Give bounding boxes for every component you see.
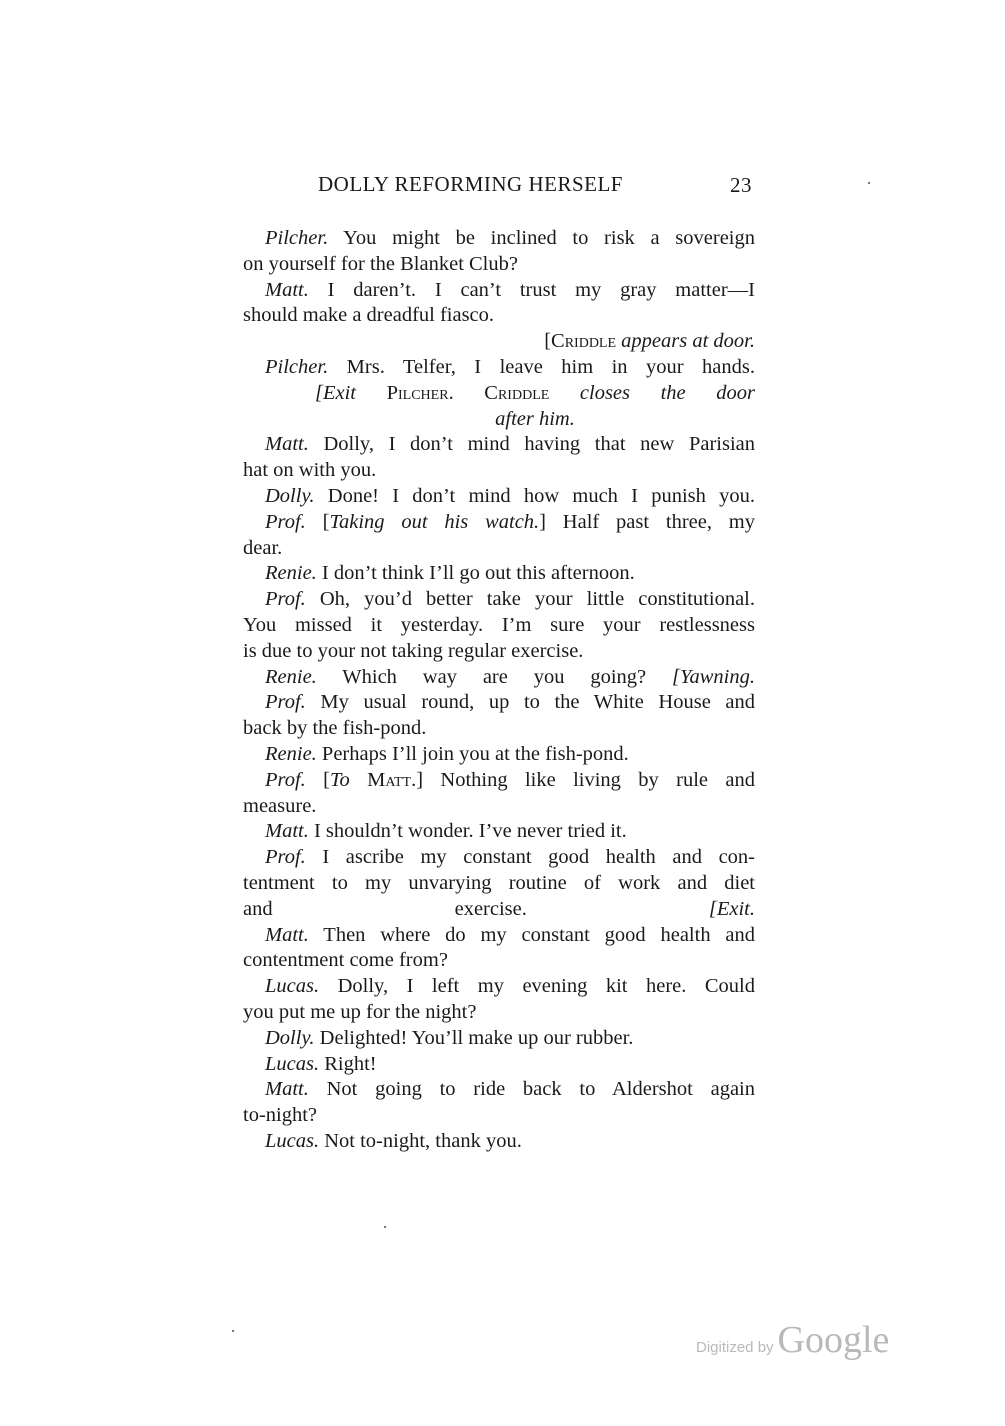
text-line: Pilcher. You might be inclined to risk a sovereign [265,227,755,249]
text-line: should make a dreadful fiasco. [243,304,495,327]
speaker-name: Matt. [265,820,309,843]
speaker-name: Lucas. [265,1052,320,1075]
text-line: back by the fish-pond. [243,717,427,740]
stage-direction: [Exit Pilcher. Criddle closes the door [315,381,755,404]
text-line: Renie. Perhaps I’ll join you at the fish-pond. [265,742,629,765]
text-line: Matt. I shouldn’t wonder. I’ve never tried it. [265,820,627,843]
speaker-name: Dolly. [265,484,315,507]
text-line: Matt. Not going to ride back to Aldershot again [265,1078,755,1101]
digitized-by-google-watermark [696,1318,889,1362]
stage-direction: [Exit. [708,897,755,920]
speaker-name: Pilcher. [265,355,329,378]
speaker-name: Prof. [265,846,306,869]
text-line: Lucas. Right! [265,1052,377,1075]
text-line: tentment to my unvarying routine of work and diet [243,871,755,894]
speaker-name: Pilcher. [265,227,329,249]
text-line: Matt. Dolly, I don’t mind having that new Parisian [265,433,755,456]
speaker-name: Renie. [265,665,317,688]
text-line: Lucas. Dolly, I left my evening kit here. Could [265,975,755,998]
speaker-name: Matt. [265,923,309,946]
speaker-name: Lucas. [265,1129,320,1152]
text-line: Matt. Then where do my constant good health and [265,923,755,946]
text-line: Dolly. Delighted! You’ll make up our rubber. [265,1026,634,1049]
speaker-name: Prof. [265,691,306,714]
stage-direction: after him. [495,407,575,430]
speaker-name: Matt. [265,1078,309,1101]
speaker-name: Prof. [265,510,306,533]
speaker-name: Renie. [265,742,317,765]
text-line: is due to your not taking regular exercise. [243,639,584,662]
text-line: measure. [243,794,317,817]
speaker-name: Matt. [265,278,309,301]
text-line: and exercise. [Exit. [243,897,755,920]
speaker-name: Matt. [265,433,309,456]
text-line: Prof. [Taking out his watch.] Half past three, my [265,510,755,533]
speaker-name: Prof. [265,588,306,611]
page-number: 23 [730,173,752,197]
text-line: contentment come from? [243,949,448,972]
text-line: Dolly. Done! I don’t mind how much I punish you. [265,484,755,507]
text-line: Renie. I don’t think I’ll go out this afternoon. [265,562,635,585]
speaker-name: Dolly. [265,1026,315,1049]
stage-direction: [Criddle appears at door. [544,330,755,353]
watermark-small-text: Digitized by [696,1339,774,1356]
text-line: Prof. Oh, you’d better take your little constitutional. [265,588,755,611]
stage-direction: [Yawning. [672,665,756,688]
speaker-name: Lucas. [265,975,320,998]
text-line: you put me up for the night? [243,1000,477,1023]
text-line: You missed it yesterday. I’m sure your restlessness [243,613,755,636]
text-line: Lucas. Not to-night, thank you. [265,1129,522,1152]
text-line: Matt. I daren’t. I can’t trust my gray matter—I [265,278,755,301]
text-line: Renie. Which way are you going? [Yawning. [265,665,756,688]
running-header [318,172,766,197]
text-line: Pilcher. Mrs. Telfer, I leave him in your hands. [265,355,755,378]
text-line: Prof. My usual round, up to the White House and [265,691,755,714]
text-line: on yourself for the Blanket Club? [243,252,518,275]
scan-speck [384,1226,386,1228]
text-line: dear. [243,536,283,559]
scan-speck [868,182,870,184]
text-line: hat on with you. [243,459,377,482]
running-title: DOLLY REFORMING HERSELF [318,172,623,196]
speaker-name: Prof. [265,768,306,791]
text-line: to-night? [243,1104,318,1127]
text-line: Prof. I ascribe my constant good health and con- [265,846,755,869]
google-logo: Google [777,1319,890,1361]
page-body [243,226,755,1155]
scan-speck [232,1330,234,1332]
text-line: Prof. [To Matt.] Nothing like living by rule and [265,768,755,791]
speaker-name: Renie. [265,562,317,585]
